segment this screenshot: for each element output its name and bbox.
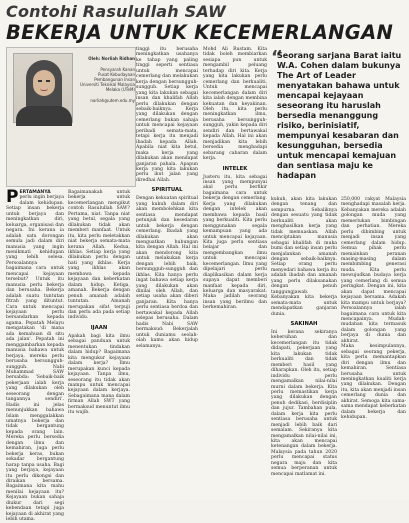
section-subhead: INTELEK (222, 165, 248, 172)
author-role-line: Pensyarah Kanan (100, 67, 135, 72)
article-column-2 (68, 190, 130, 498)
column-text: perlu ingin berjaya dalam kehidupan. Setiap insan bekerja untuk berjaya dan meningkatkan diri, keluarga, organisasi dan negara. Ini kerana ia adalah satu dorongan semula jadi dalam diri manusia yang ingin menikmati kehidupan yang lebih selesa. Persoalannya bagaimana cara untuk mencapai kejayaan tersebut? Untuk itu manusia perlu bekerja dan berusaha. Bekerja adalah suatu tuntutan fitrah yang dituntut. Cara untuk mencapai kejayaan perlu bersandarkan kepada agama. Pepatah Melayu mengatakan 'di mana ada kemahuan di situ ada jalan'. Pepatah ini menggambarkan kepada manusia bahawa untuk berjaya, mereka perlu berusaha bersungguh-sungguh. Nabi Muhammad SAW bersabda: 'Sebaik-baik pekerjaan ialah kerja yang dilakukan oleh seseorang dengan tangannya sendiri'. Hadis ini jelas menunjukkan bahawa Islam menggalakkan umatnya bekerja dan tidak bergantung kepada orang lain. Mereka perlu bersedia dengan ilmu dan kemahiran, juga perlu bekerja keras, bukan sekadar bergantung harap tanpa usaha. Bagi yang berjaya, kejayaan itu perlu dikongsi dan diraikan bersama. Bagaimana kita mahu menilai kejayaan itu? Kejayaan bukan sahaja diukur dari segi kebendaan tetapi juga kejayaan di akhirat yang lebih utama. (6, 195, 64, 523)
section-subhead: IJAAN (90, 324, 108, 331)
author-role-line: Pusat Kebudayaan (97, 72, 135, 77)
column-text: Justeru itu, kita sebagai insan yang mempunyai akal perlu berfikir bagaimana cara untuk bekerja dengan cemerlang. Kerja yang dilakukan dengan intelek akan membawa kepada hasil yang berkualiti. Kita perlu menggunakan segala kemampuan yang ada untuk mencapai kejayaan. Kita juga perlu sentiasa belajar dan mengembangkan ilmu untuk mencapai kecemerlangan. Ilmu yang dipelajari perlu diaplikasikan dalam kerja supaya dapat memberi manfaat kepada diri, keluarga dan masyarakat. Maka jadilah seorang insan yang berilmu dan berkemahiran. (203, 174, 267, 311)
article-column-1 (6, 187, 64, 523)
column-text: Bagaimanakah untuk bekerja untuk kecemerlangan mengikut contoh Rasulullah SAW? Pertama, niat. Tanpa niat yang betul, segala yang dilakukan tidak akan memberi manfaat. Untuk itu, kita perlu meletakkan niat bekerja semata-mata kerana Allah. Kedua, ikhlas. Setiap kerja yang dilakukan perlu dengan hati yang ikhlas. Kerja yang ikhlas akan membawa kepada kejayaan dan keberkatan dalam hidup. Ketiga, amanah. Bekerja dengan penuh amanah adalah tuntutan. Amanah merupakan sifat terpuji dan perlu ada pada setiap individu. (68, 190, 130, 321)
column-text: 250,000 rakyat Malaysia menghadapi masalah kerja. Kebanyakan mereka adalah golongan muda yang memerlukan bimbingan dan perhatian. Mereka perlu dibimbing untuk menjadi insan yang cemerlang dalam hidup. Semua pihak perlu memainkan peranan masing-masing dalam membimbing generasi muda. Kita perlu mewujudkan budaya kerja yang cemerlang di semua peringkat. Dengan ini, kita akan dapat mencapai kejayaan bersama. Adakah kita mampu untuk berjaya? Persoalannya ialah bagaimana cara untuk kita mencapainya. Mudah-mudahan kita termasuk dalam golongan yang berjaya di dunia dan akhirat. (341, 197, 406, 344)
author-name: Oleh: Norliah Ridhan (88, 56, 135, 61)
lead-word: ERTAMANYA (19, 190, 51, 195)
drop-cap: P (6, 187, 19, 207)
author-role-line: Melaka (UTeM) (105, 87, 135, 92)
column-text: Dengan kekuatan spiritual yang kukuh dalam diri akan membolehkan kita sentiasa mendapat petunjuk dan kesedaran untuk bekerja dengan cemerlang. Ibadah yang dilakukan akan menguatkan hubungan kita dengan Allah. Hal ini akan mendorong kita untuk melakukan kerja dengan lebih baik, bersungguh-sungguh dan ikhlas. Kita hanya perlu ingat bahawa setiap kerja yang dilakukan akan dinilai oleh Allah, dan setiap usaha akan diberi ganjaran. Kita hanya perlu sentiasa berdoa dan bertawakal kepada Allah selepas berusaha. Dalam hadis Nabi SAW bermaksud: Bekerjalah untuk duniamu seolah-olah kamu akan hidup selamanya. (136, 196, 198, 349)
quote-mark-icon: “ (271, 47, 283, 68)
article-kicker: Contohi Rasulullah SAW (6, 2, 226, 21)
author-email: norliah@utem.edu.my (90, 98, 135, 103)
author-photo (13, 53, 73, 123)
section-subhead: SPIRITUAL (151, 187, 183, 194)
column-text: Maka kesimpulannya, sebagai seorang pekerja, kita perlu memantapkan diri dengan ilmu dan kemahiran. Sentiasa berusaha untuk meningkatkan kualiti kerja yang dilakukan. Dengan itu, kita akan menjadi insan cemerlang dunia dan akhirat. Semoga kita sama-sama mendapat keberkatan dalam bekerja dan kehidupan. (341, 344, 406, 421)
author-bio (77, 56, 135, 103)
column-text: kukuh, akan kita lakukan dengan tenang dan sempurna. Sebaliknya dengan sesuatu yang tidak berkualiti akan menghasilkan kerja yang tidak memuaskan. Allah menciptakan manusia sebagai khalifah di muka bumi dan setiap insan perlu menjalankan amanah dengan sebaik-baiknya. Setiap orang perlu menyedari bahawa kerja itu adalah ibadah dan amanah yang perlu dilaksanakan dengan penuh tanggungjawab. Kebanyakan kita bekerja semata-mata untuk mendapatkan ganjaran dunia. (271, 197, 337, 317)
column-text: Mohd Ali Rustam. Kita tidak boleh membiarkan sesiapa pun untuk mengambil peluang terhadap diri kita. Kerja yang kita lakukan perlu cemerlang dan berkualiti. Untuk mencapai kecemerlangan dalam diri kita ialah dengan membina kekuatan dan keyakinan. Oleh itu, kita perlu meningkatkan ilmu, berusaha bersungguh-sungguh, yakin kepada diri sendiri dan bertawakal kepada Allah. Hal ini akan menjadikan kita lebih bersedia menghadapi sebarang cabaran dalam kerja. (203, 47, 267, 162)
column-text: Ini kerana sekiranya kebersihan dan kecemerlangan itu tidak didapati, pekerjaan yang kita lakukan tidak berkualiti dan tidak memberi hasil yang diharapkan. Oleh itu, setiap individu perlu mengamalkan nilai-nilai murni dalam bekerja. Kita perlu memastikan kerja yang dilakukan dengan penuh dedikasi, berdisiplin dan jujur. Tambahan pula, dalam kerja kita perlu sentiasa berusaha untuk menjadi lebih baik dari semalam. Sekiranya kita mengamalkan nilai-nilai ini, kita akan mencapai ketenangan dalam bekerja. Malaysia pada tahun 2020 perlu mencapai status negara maju dan kita semua berperanan untuk mencapai matlamat ini. (271, 329, 337, 477)
author-role-line: Universiti Teknikal Malaysia (80, 82, 135, 87)
article-column-3 (136, 47, 198, 499)
column-text: Apakah bagi kita ilmu sebagai panduan untuk menentukan tindakan dalam hidup? Bagaimana kita mengukur kejayaan dalam kerja? Ilmu merupakan kunci kepada kejayaan. Tanpa ilmu, seseorang itu tidak akan mampu untuk mencapai kejayaan dalam kerjaya. Sebagaimana mana dalam firman Allah SWT yang bermaksud menuntut ilmu itu wajib. (68, 333, 130, 416)
article-column-4 (203, 47, 267, 499)
pull-quote-text: Seorang sarjana Barat iaitu W.A. Cohen dalam bukunya The Art of Leader menyatakan bahawa untuk mencapai kejayaan seseorang itu haruslah bersedia menanggung risiko, berinisiatif, mempunyai kesabaran dan kesungguhan, bersedia untuk mencapai kemajuan dan sentiasa maju ke hadapan (277, 51, 402, 180)
column-text: tinggi itu berusaha meningkatkan usahanya ke tahap yang paling tinggi seperti sentiasa untuk mencapai cemerlang dan melakukan kerja dengan bersungguh-sungguh. Setiap kerja yang kita lakukan sebagai insan dan khalifah Allah perlu dilakukan dengan sebaik-baiknya. Kerja yang dilakukan dengan cemerlang bukan sahaja untuk mencapai kejayaan peribadi semata-mata, tetapi kerja itu menjadi ibadah kepada Allah. Apabila niat kita betul, maka kerja yang dilakukan akan mendapat ganjaran pahala. Apapun kerja yang kita lakukan perlu ikut jalan yang diredhai Allah. (136, 47, 198, 183)
pull-quote (271, 47, 407, 195)
author-role-line: Pembangunan Insan (94, 77, 135, 82)
author-box (6, 47, 136, 187)
section-subhead: SAKINAH (290, 320, 318, 327)
article-headline: BEKERJA UNTUK KECEMERLANGAN (6, 21, 394, 44)
